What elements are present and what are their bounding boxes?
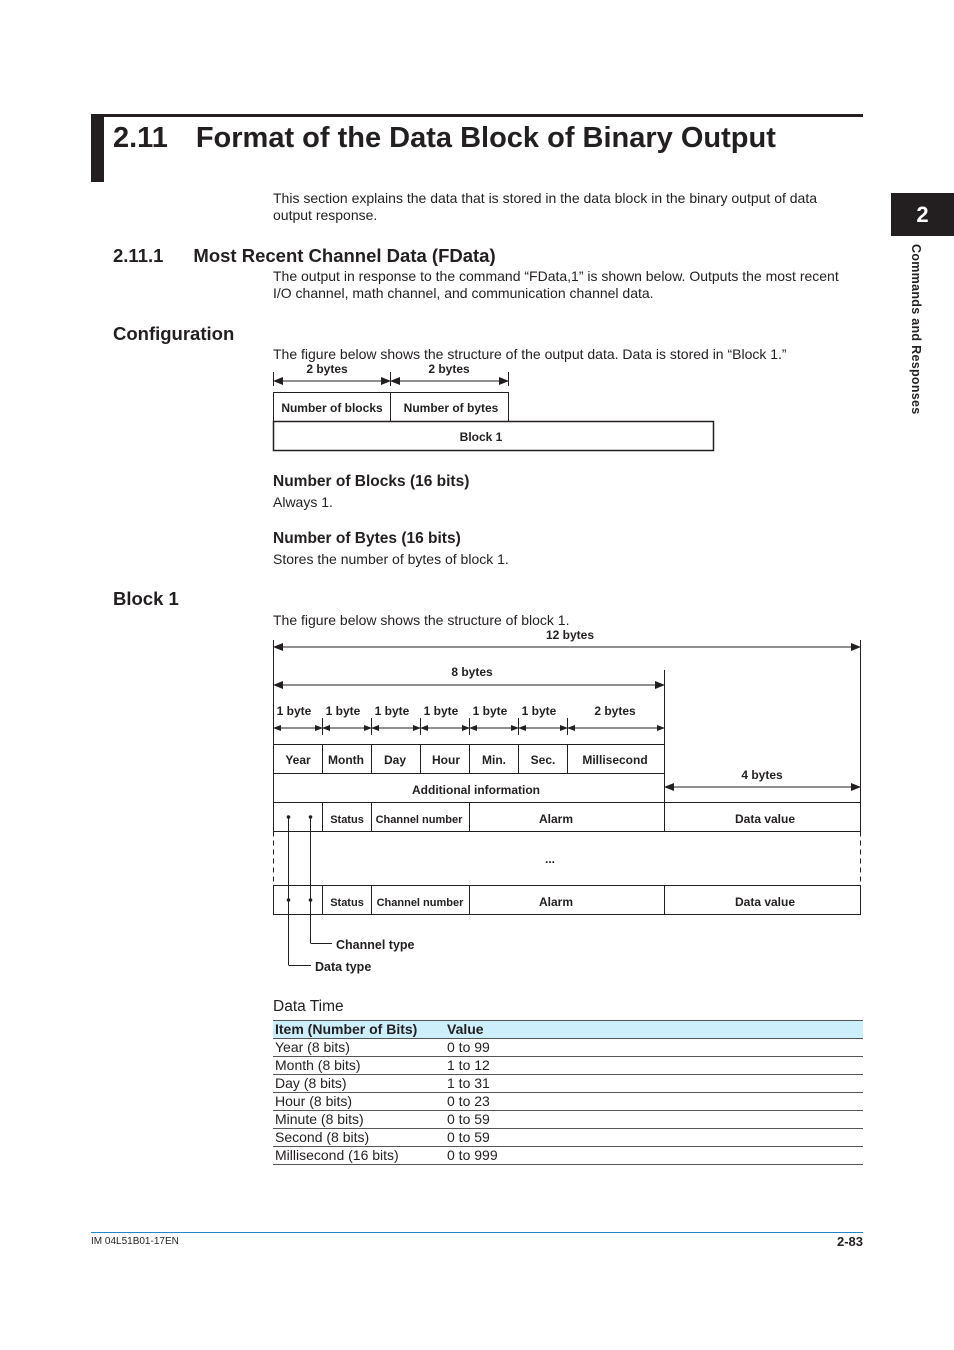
table-row <box>273 1075 863 1093</box>
data-time-heading: Data Time <box>273 998 344 1015</box>
cell-alarm: Alarm <box>538 895 574 909</box>
cell-millisecond: Millisecond <box>582 753 648 767</box>
dim-byte-year: 1 byte <box>276 704 312 718</box>
table-header-row <box>273 1021 863 1039</box>
table-cell: Minute (8 bits) <box>273 1111 445 1129</box>
chapter-tab: 2 <box>891 193 954 236</box>
cell-alarm: Alarm <box>538 812 574 826</box>
channel-type-dot-2 <box>309 898 313 902</box>
dim-byte-min: 1 byte <box>472 704 508 718</box>
footer-rule <box>91 1232 863 1233</box>
table-row <box>273 1147 863 1165</box>
cell-number-of-blocks: Number of blocks <box>281 401 383 415</box>
chapter-side-label: Commands and Responses <box>909 244 923 415</box>
table-cell: Year (8 bits) <box>273 1039 445 1057</box>
cell-year: Year <box>285 753 311 767</box>
dim-2-bytes-a: 2 bytes <box>306 362 348 376</box>
configuration-heading: Configuration <box>113 323 235 344</box>
table-cell: 1 to 12 <box>445 1057 863 1075</box>
num-blocks-heading: Number of Blocks (16 bits) <box>273 473 470 490</box>
page-number: 2-83 <box>836 1234 863 1249</box>
table-row <box>273 1057 863 1075</box>
data-time-table <box>273 1020 863 1165</box>
row-ellipsis: ... <box>544 852 556 866</box>
cell-sec: Sec. <box>530 753 556 767</box>
table-cell: 0 to 999 <box>445 1147 863 1165</box>
table-cell: 0 to 23 <box>445 1093 863 1111</box>
dim-2-bytes-b: 2 bytes <box>428 362 470 376</box>
column-header: Value <box>445 1021 863 1039</box>
cell-day: Day <box>383 753 407 767</box>
dim-byte-hour: 1 byte <box>423 704 459 718</box>
cell-status: Status <box>330 897 364 909</box>
cell-additional-information: Additional information <box>412 783 540 797</box>
subsection-title: Most Recent Channel Data (FData) <box>193 245 496 266</box>
num-bytes-heading: Number of Bytes (16 bits) <box>273 530 461 547</box>
section-title: Format of the Data Block of Binary Output <box>195 122 776 154</box>
table-row <box>273 1093 863 1111</box>
configuration-text: The figure below shows the structure of the output data. Data is stored in “Block 1.” <box>273 346 787 362</box>
num-bytes-text: Stores the number of bytes of block 1. <box>273 551 509 567</box>
block1-text: The figure below shows the structure of block 1. <box>273 612 570 628</box>
block1-heading: Block 1 <box>113 588 179 609</box>
table-cell: Day (8 bits) <box>273 1075 445 1093</box>
cell-channel-number: Channel number <box>375 814 463 826</box>
table-cell: 0 to 59 <box>445 1129 863 1147</box>
cell-channel-number: Channel number <box>376 897 464 909</box>
data-type-label: Data type <box>315 960 372 974</box>
cell-data-value: Data value <box>734 812 796 826</box>
subsection-text: The output in response to the command “FData,1” is shown below. Outputs the most recent I/O channel, math channel, and communication channel data. <box>273 268 839 301</box>
channel-type-dot-1 <box>309 815 313 819</box>
cell-block-1: Block 1 <box>459 430 503 444</box>
dim-bytes-ms: 2 bytes <box>594 704 636 718</box>
table-cell: Second (8 bits) <box>273 1129 445 1147</box>
data-type-dot-1 <box>287 815 291 819</box>
dim-byte-day: 1 byte <box>374 704 410 718</box>
cell-number-of-bytes: Number of bytes <box>403 401 499 415</box>
table-cell: Month (8 bits) <box>273 1057 445 1075</box>
cell-min: Min. <box>482 753 506 767</box>
cell-data-value: Data value <box>734 895 796 909</box>
intro-text: This section explains the data that is stored in the data block in the binary output of data output response. <box>273 190 818 223</box>
channel-type-label: Channel type <box>336 938 415 952</box>
table-cell: Hour (8 bits) <box>273 1093 445 1111</box>
dim-byte-month: 1 byte <box>325 704 361 718</box>
table-row <box>273 1129 863 1147</box>
cell-status: Status <box>330 814 364 826</box>
cell-hour: Hour <box>432 753 460 767</box>
cell-month: Month <box>328 753 364 767</box>
table-cell: 0 to 59 <box>445 1111 863 1129</box>
table-row <box>273 1039 863 1057</box>
dim-byte-sec: 1 byte <box>521 704 557 718</box>
dim-8-bytes: 8 bytes <box>451 665 493 679</box>
table-cell: Millisecond (16 bits) <box>273 1147 445 1165</box>
table-cell: 1 to 31 <box>445 1075 863 1093</box>
section-number: 2.11 <box>113 122 168 154</box>
subsection-number: 2.11.1 <box>113 245 164 266</box>
dim-12-bytes: 12 bytes <box>545 628 595 642</box>
column-header: Item (Number of Bits) <box>273 1021 445 1039</box>
num-blocks-text: Always 1. <box>273 494 333 510</box>
data-type-dot-2 <box>287 898 291 902</box>
table-cell: 0 to 99 <box>445 1039 863 1057</box>
footer-doc-id: IM 04L51B01-17EN <box>91 1236 179 1247</box>
dim-4-bytes: 4 bytes <box>741 768 783 782</box>
table-row <box>273 1111 863 1129</box>
